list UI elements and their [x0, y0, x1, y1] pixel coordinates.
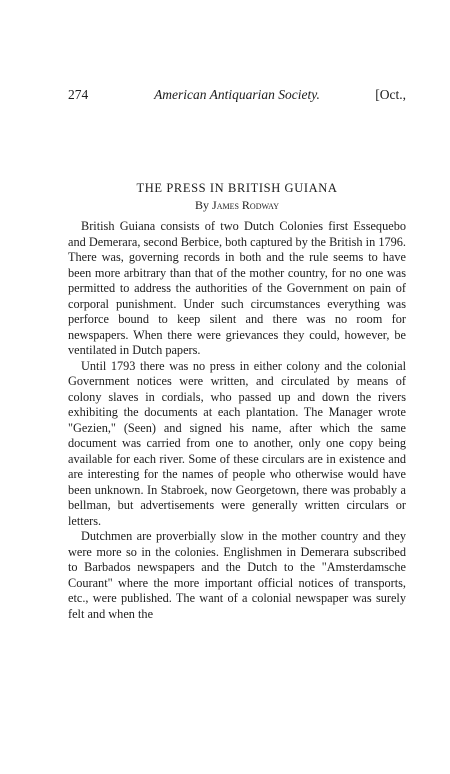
body-paragraph: British Guiana consists of two Dutch Colonies first Essequebo and Demerara, second Berbice, both captured by the British in 1796. There was, governing records in both and the rule seems to have been more arbitrary than that of the mother country, for no one was permitted to address the authorities of the Government on pain of corporal punishment. Under such circumstances everything was perforce bound to keep silent and there was no room for newspapers. When there were grievances they could, however, be ventilated in Dutch papers.	[68, 219, 406, 357]
page-number: 274	[68, 87, 89, 102]
body-paragraph: Dutchmen are proverbially slow in the mother country and they were more so in the colonies. Englishmen in Demerara subscribed to Barbados newspapers and the Dutch to the "Amsterdamsche Courant" where the more important official notices of transports, etc., were published. The want of a colonial newspaper was surely felt and when the	[68, 529, 406, 621]
author-name: James Rodway	[212, 198, 279, 212]
running-head-title: American Antiquarian Society.	[154, 87, 320, 102]
byline	[68, 198, 406, 213]
running-head-month: [Oct.,	[375, 87, 406, 102]
running-head	[68, 86, 406, 104]
body-paragraph: Until 1793 there was no press in either colony and the colonial Government notices were written, and circulated by means of colony slaves in cordials, who passed up and down the rivers exhibiting the documents at each plantation. The Manager wrote "Gezien," (Seen) and signed his name, after which the same document was carried from one to another, only one copy being available for each river. Some of these circulars are in existence and are interesting for the names of people who otherwise would have been unknown. In Stabroek, now Georgetown, there was probably a bellman, but advertisements were generally written circulars or letters.	[68, 358, 406, 528]
article-title: THE PRESS IN BRITISH GUIANA	[136, 181, 338, 195]
byline-prefix: By	[195, 198, 210, 212]
article-body	[68, 219, 406, 629]
